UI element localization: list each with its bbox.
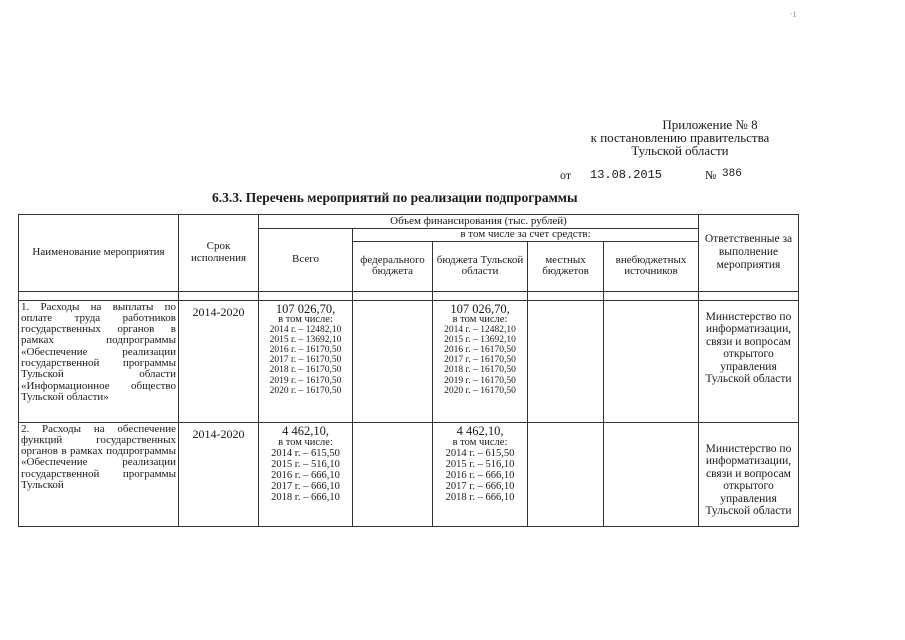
header-volume: Объем финансирования (тыс. рублей) (259, 215, 699, 229)
year-amount: 2015 г. – 516,10 (271, 458, 340, 470)
header-name: Наименование мероприятия (19, 215, 179, 292)
tula-funding (433, 300, 528, 422)
header-tula: бюджета Тульской области (433, 241, 528, 291)
total-funding (259, 422, 353, 526)
header-responsible: Ответственные за выполнение мероприятия (699, 215, 799, 292)
corner-mark: ·1 (790, 10, 797, 19)
spacer-cell (528, 291, 604, 300)
year-amount: 2018 г. – 666,10 (445, 491, 515, 503)
spacer-cell (179, 291, 259, 300)
federal-funding (353, 422, 433, 526)
appendix-resolution: к постановлению правительства (590, 130, 770, 145)
appendix-block (560, 118, 800, 157)
resolution-date: 13.08.2015 (590, 168, 663, 182)
including-label: в том числе: (278, 436, 333, 448)
spacer-cell (433, 291, 528, 300)
local-funding (528, 300, 604, 422)
including-label: в том числе: (452, 436, 508, 448)
year-amount: 2016 г. – 666,10 (445, 469, 515, 481)
year-amount: 2017 г. – 16170,50 (444, 355, 516, 366)
resolution-number: 386 (722, 168, 742, 180)
year-amount: 2014 г. – 615,50 (271, 447, 340, 459)
year-amount: 2015 г. – 516,10 (445, 458, 515, 470)
tula-total-value: 4 462,10, (456, 423, 504, 438)
local-funding (528, 422, 604, 526)
header-local: местных бюджетов (528, 241, 604, 291)
tula-total-value: 107 026,70, (450, 301, 510, 316)
year-amount: 2016 г. – 666,10 (271, 469, 340, 481)
year-amount: 2019 г. – 16170,50 (269, 375, 342, 386)
year-amount: 2020 г. – 16170,50 (269, 385, 342, 396)
date-from-label: от (560, 168, 572, 182)
table-row (19, 300, 799, 422)
total-value: 4 462,10, (282, 423, 329, 438)
spacer-cell (353, 291, 433, 300)
header-including: в том числе за счет средств: (353, 229, 699, 242)
page-title: 6.3.3. Перечень мероприятий по реализации подпрограммы (212, 190, 578, 205)
measure-name: 1. Расходы на выплаты по оплате труда работников государственных органов в рамках подпрограммы «Обеспечение реализации государственной программы Тульской области «Информационное общество Тульской области» (19, 300, 179, 422)
year-amount: 2016 г. – 16170,50 (444, 344, 516, 355)
year-amount: 2017 г. – 16170,50 (269, 355, 342, 366)
header-term: Срок исполнения (179, 215, 259, 292)
spacer-cell (699, 291, 799, 300)
total-value: 107 026,70, (275, 301, 336, 316)
year-amount: 2015 г. – 13692,10 (444, 334, 516, 345)
extra-funding (604, 422, 699, 526)
table-row (19, 422, 799, 526)
responsible-party: Министерство по информатизации, связи и вопросам открытого управления Тульской области (699, 300, 799, 422)
year-amount: 2019 г. – 16170,50 (444, 375, 516, 386)
year-amount: 2014 г. – 12482,10 (444, 324, 516, 335)
number-label: № (705, 168, 717, 182)
spacer-cell (604, 291, 699, 300)
responsible-party: Министерство по информатизации, связи и вопросам открытого управления Тульской области (699, 422, 799, 526)
year-amount: 2018 г. – 666,10 (271, 491, 340, 503)
year-amount: 2020 г. – 16170,50 (444, 385, 516, 396)
year-amount: 2018 г. – 16170,50 (269, 365, 342, 376)
total-funding (259, 300, 353, 422)
federal-funding (353, 300, 433, 422)
including-label: в том числе: (278, 313, 333, 325)
header-total: Всего (259, 229, 353, 292)
header-extra: внебюджетных источников (604, 241, 699, 291)
measure-name: 2. Расходы на обеспечение функций государственных органов в рамках подпрограммы «Обеспечение реализации государственной программы Тульской (19, 422, 179, 526)
appendix-region: Тульской области (631, 143, 729, 158)
measure-term: 2014-2020 (179, 422, 259, 526)
spacer-cell (19, 291, 179, 300)
year-amount: 2014 г. – 12482,10 (269, 324, 342, 335)
measures-table (18, 214, 799, 527)
year-amount: 2017 г. – 666,10 (271, 480, 340, 492)
extra-funding (604, 300, 699, 422)
spacer-cell (259, 291, 353, 300)
year-amount: 2018 г. – 16170,50 (444, 365, 516, 376)
year-amount: 2015 г. – 13692,10 (269, 334, 342, 345)
year-amount: 2016 г. – 16170,50 (269, 344, 342, 355)
year-amount: 2014 г. – 615,50 (445, 447, 515, 459)
including-label: в том числе: (452, 313, 508, 325)
appendix-number: Приложение № 8 (662, 117, 758, 132)
header-federal: федерального бюджета (353, 241, 433, 291)
measure-term: 2014-2020 (179, 300, 259, 422)
year-amount: 2017 г. – 666,10 (445, 480, 515, 492)
tula-funding (433, 422, 528, 526)
